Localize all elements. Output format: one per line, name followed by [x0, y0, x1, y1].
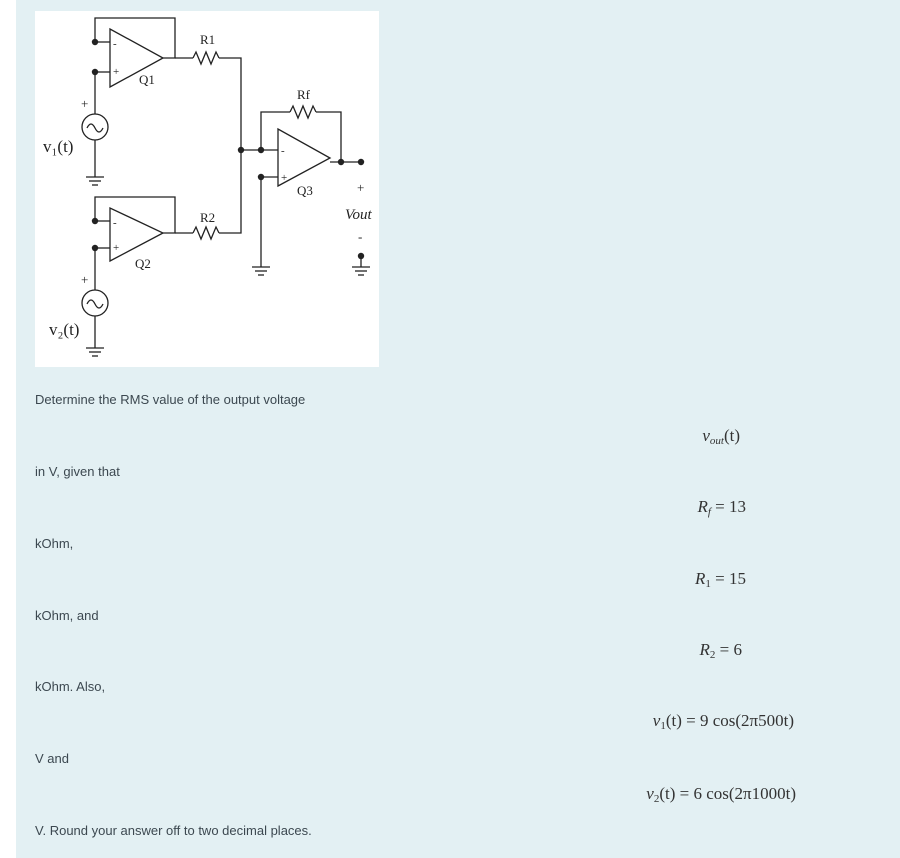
q2-label: Q2: [135, 256, 151, 271]
q3-label: Q3: [297, 183, 313, 198]
equation-vout: $v_{out}(t)$: [702, 426, 740, 447]
r2-label: R2: [200, 210, 216, 225]
v2-label: v₂(t): [49, 320, 80, 339]
prompt-line-3: kOhm,: [35, 536, 74, 551]
r1-label: R1: [200, 32, 216, 47]
circuit-diagram: [35, 11, 379, 367]
svg-text:-: -: [113, 38, 117, 50]
q1-label: Q1: [139, 72, 155, 87]
v1-plus-sign: +: [81, 96, 89, 111]
svg-text:-: -: [113, 217, 117, 229]
svg-text:+: +: [113, 66, 120, 78]
prompt-line-1: Determine the RMS value of the output voltage: [35, 392, 306, 407]
equation-r1: $R_1 = 15$: [695, 569, 746, 590]
prompt-line-5: kOhm. Also,: [35, 679, 106, 694]
prompt-line-4: kOhm, and: [35, 608, 99, 623]
svg-text:+: +: [113, 242, 120, 254]
prompt-line-2: in V, given that: [35, 464, 120, 479]
rf-label: Rf: [297, 87, 310, 102]
equation-r2: $R_2 = 6$: [699, 640, 742, 661]
v2-plus-sign: +: [81, 272, 89, 287]
equation-v1: $v_1(t) = 9$ cos(2π500t): [652, 711, 794, 732]
svg-text:+: +: [281, 172, 288, 184]
equation-v2: $v_2(t) = 6$ cos(2π1000t): [646, 784, 796, 805]
svg-text:-: -: [281, 145, 285, 157]
vout-minus-sign: -: [358, 229, 363, 244]
vout-label: Vout: [345, 207, 372, 223]
prompt-line-7: V. Round your answer off to two decimal places.: [35, 823, 312, 838]
equation-rf: $R_f = 13$: [697, 497, 746, 518]
vout-plus-sign: +: [357, 180, 365, 195]
prompt-line-6: V and: [35, 751, 69, 766]
circuit-svg: [35, 11, 379, 367]
v1-label: v₁(t): [43, 137, 74, 156]
